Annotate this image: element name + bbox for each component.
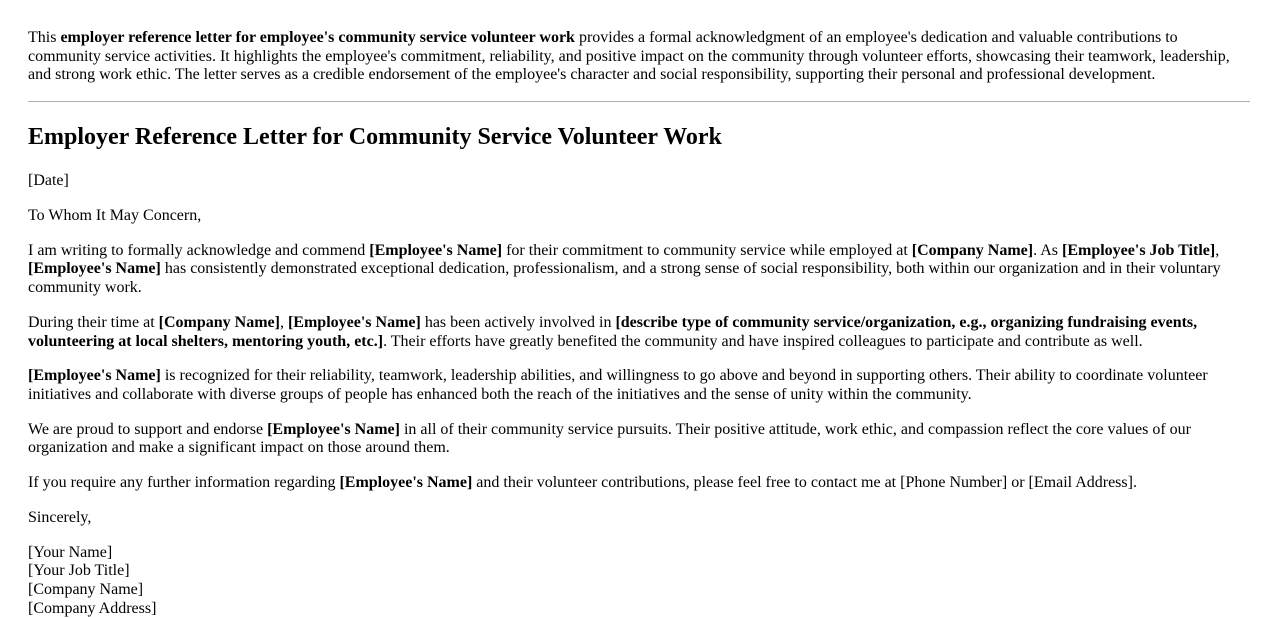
letter-paragraph-3: [Employee's Name] is recognized for their reliability, teamwork, leadership abilities, and willingness to go above and beyond in supporting others. Their ability to coordinate volunteer initiatives and collaborate with diverse groups of people has enhanced both the reach of the initiatives and the sense of unity within the community. [28,367,1208,403]
letter-paragraph-1: I am writing to formally acknowledge and commend [Employee's Name] for their commitment to community service while employed at [Company Name]. As [Employee's Job Title], [Employee's Name] has consistently demonstrated exceptional dedication, professionalism, and a strong sense of social responsibility, both within our organization and in their voluntary community work. [28,241,1221,297]
letter-paragraph-5: If you require any further information regarding [Employee's Name] and their volunteer contributions, please feel free to contact me at [Phone Number] or [Email Address]. [28,474,1137,492]
letter-paragraph-4: We are proud to support and endorse [Employee's Name] in all of their community service pursuits. Their positive attitude, work ethic, and compassion reflect the core values of our organization and make a significant impact on those around them. [28,420,1191,457]
page-title: Employer Reference Letter for Community Service Volunteer Work [28,124,722,151]
date-placeholder: [Date] [28,172,69,190]
salutation: To Whom It May Concern, [28,206,202,224]
signature-block: [Your Name] [Your Job Title] [Company Name] [Company Address] [28,543,157,617]
closing: Sincerely, [28,508,92,526]
divider [28,101,1250,102]
intro-paragraph: This employer reference letter for employee's community service volunteer work provides a formal acknowledgment of an employee's dedication and valuable contributions to community service activities. It highlights the employee's commitment, reliability, and positive impact on the community through volunteer efforts, showcasing their teamwork, leadership, and strong work ethic. The letter serves as a credible endorsement of the employee's character and social responsibility, supporting their personal and professional development. [28,29,1230,84]
letter-paragraph-2: During their time at [Company Name], [Employee's Name] has been actively involved in [describe type of community service/organization, e.g., organizing fundraising events, volunteering at local shelters, mentoring youth, etc.]. Their efforts have greatly benefited the community and have inspired colleagues to participate and contribute as well. [28,313,1198,350]
